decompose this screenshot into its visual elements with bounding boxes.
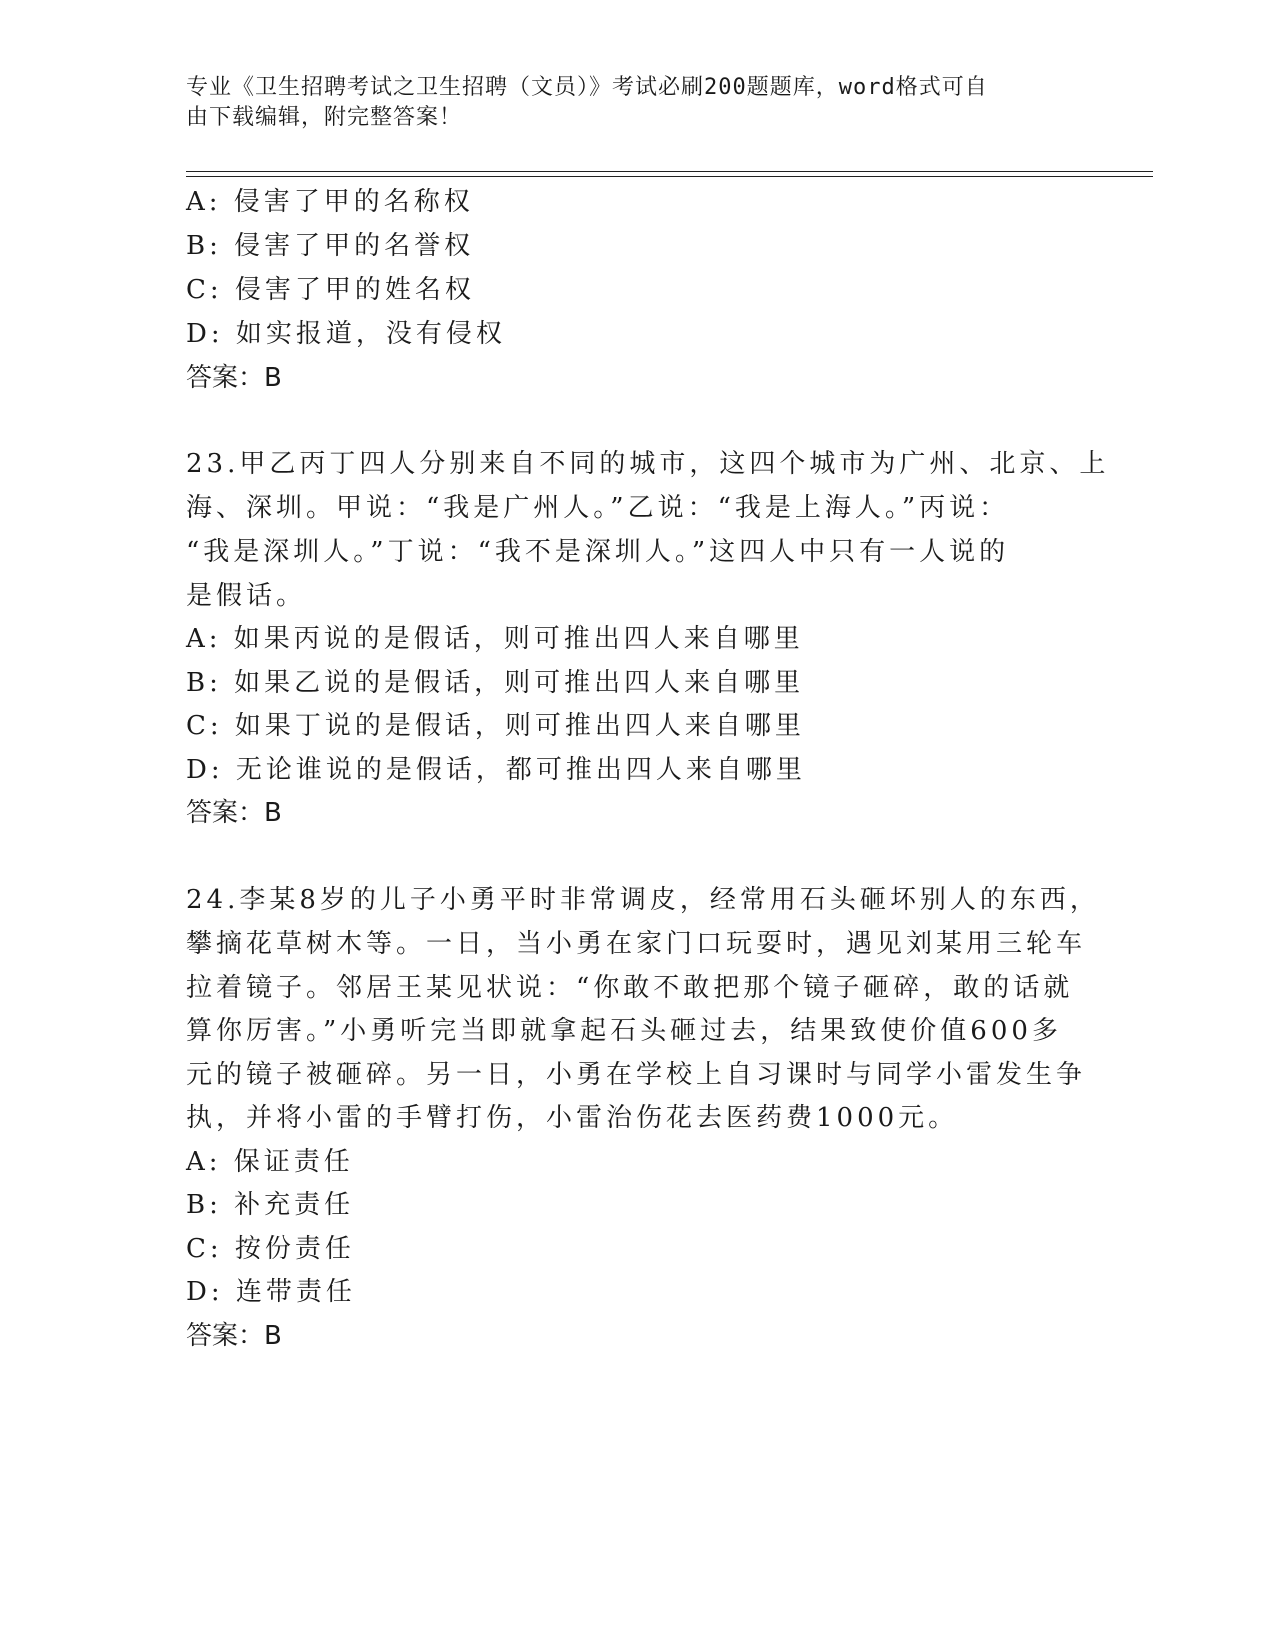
q23-option-b: B: 如果乙说的是假话，则可推出四人来自哪里 bbox=[186, 668, 805, 698]
header-rule-bottom bbox=[186, 176, 1153, 177]
q24-option-a: A: 保证责任 bbox=[186, 1147, 354, 1177]
q22-option-c: C: 侵害了甲的姓名权 bbox=[186, 275, 475, 305]
q23-stem-line-3: “我是深圳人。”丁说：“我不是深圳人。”这四人中只有一人说的 bbox=[186, 537, 1010, 567]
q24-option-d: D: 连带责任 bbox=[186, 1277, 356, 1307]
q22-option-a: A: 侵害了甲的名称权 bbox=[186, 187, 474, 217]
q23-option-c: C: 如果丁说的是假话，则可推出四人来自哪里 bbox=[186, 711, 805, 741]
q24-stem-line-6: 执，并将小雷的手臂打伤，小雷治伤花去医药费1000元。 bbox=[186, 1103, 959, 1133]
q23-stem-line-4: 是假话。 bbox=[186, 581, 307, 611]
q23-option-d: D: 无论谁说的是假话，都可推出四人来自哪里 bbox=[186, 755, 806, 785]
q24-option-c: C: 按份责任 bbox=[186, 1234, 355, 1264]
q23-stem-line-2: 海、深圳。甲说：“我是广州人。”乙说：“我是上海人。”丙说： bbox=[186, 493, 1010, 523]
header-rule-top bbox=[186, 171, 1153, 172]
q23-answer: 答案：B bbox=[186, 798, 282, 828]
q24-stem-line-5: 元的镜子被砸碎。另一日，小勇在学校上自习课时与同学小雷发生争 bbox=[186, 1060, 1087, 1090]
q24-stem-line-3: 拉着镜子。邻居王某见状说：“你敢不敢把那个镜子砸碎，敢的话就 bbox=[186, 973, 1074, 1003]
q22-option-d: D: 如实报道，没有侵权 bbox=[186, 319, 506, 349]
header-line-2: 由下载编辑，附完整答案！ bbox=[186, 105, 463, 130]
q24-option-b: B: 补充责任 bbox=[186, 1190, 355, 1220]
q24-stem-line-4: 算你厉害。”小勇听完当即就拿起石头砸过去，结果致使价值600多 bbox=[186, 1016, 1062, 1046]
q24-stem-line-1: 24.李某8岁的儿子小勇平时非常调皮，经常用石头砸坏别人的东西， bbox=[186, 885, 1100, 915]
q23-stem-line-1: 23.甲乙丙丁四人分别来自不同的城市，这四个城市为广州、北京、上 bbox=[186, 449, 1110, 479]
q22-answer: 答案：B bbox=[186, 363, 282, 393]
q22-option-b: B: 侵害了甲的名誉权 bbox=[186, 231, 475, 261]
q24-answer: 答案：B bbox=[186, 1321, 282, 1351]
q23-option-a: A: 如果丙说的是假话，则可推出四人来自哪里 bbox=[186, 624, 804, 654]
header-line-1: 专业《卫生招聘考试之卫生招聘（文员）》考试必刷200题题库，word格式可自 bbox=[186, 75, 988, 100]
q24-stem-line-2: 攀摘花草树木等。一日，当小勇在家门口玩耍时，遇见刘某用三轮车 bbox=[186, 929, 1087, 959]
